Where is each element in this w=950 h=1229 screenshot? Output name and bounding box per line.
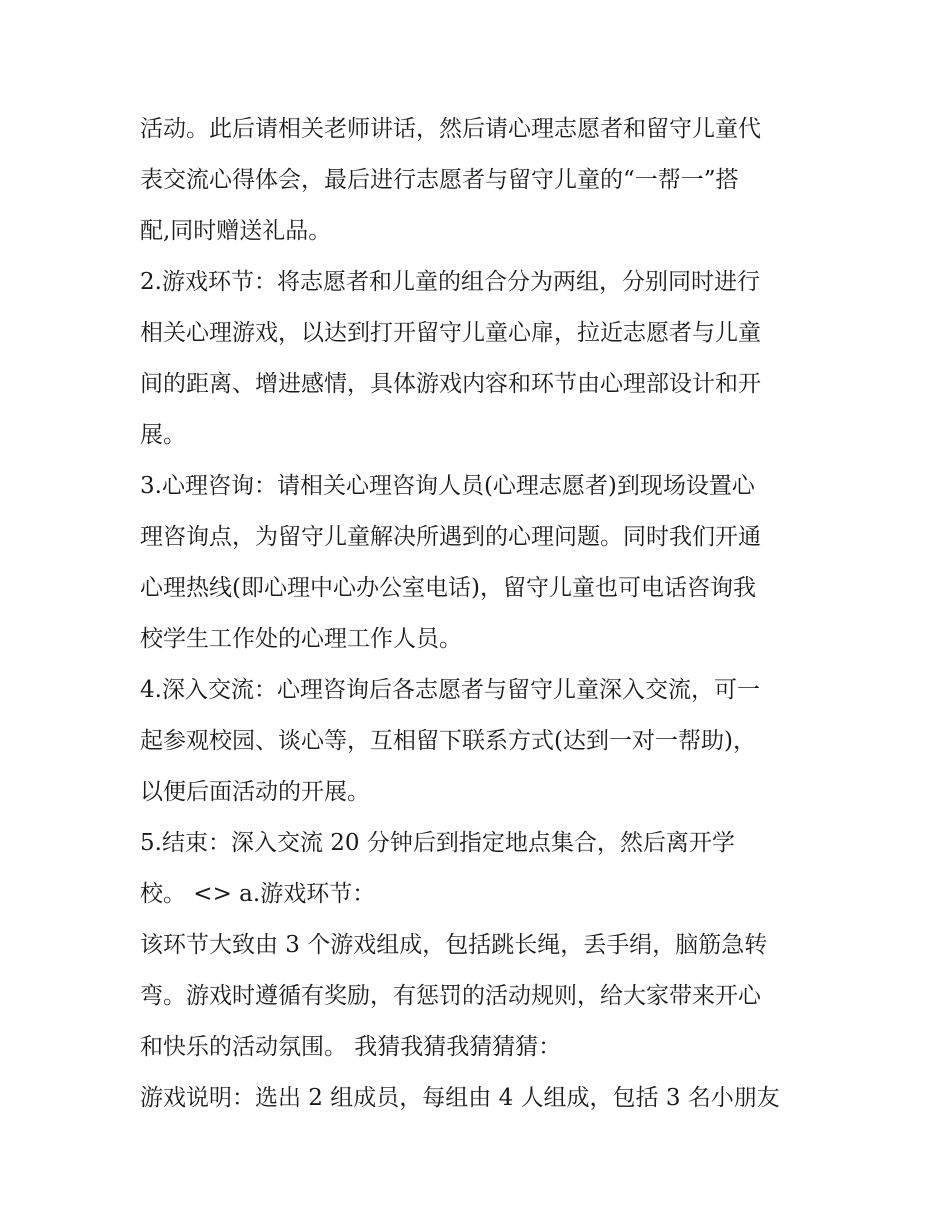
text-line: 起参观校园、谈心等，互相留下联系方式(达到一对一帮助)， [140,728,756,754]
text-line: 和快乐的活动氛围。 我猜我猜我猜猜猜： [140,1034,562,1060]
text-line: 游戏说明：选出 2 组成员，每组由 4 人组成，包括 3 名小朋友 [140,1085,780,1111]
text-line: 活动。此后请相关老师讲话，然后请心理志愿者和留守儿童代 [140,116,761,142]
text-line: 表交流心得体会，最后进行志愿者与留守儿童的“一帮一”搭 [140,167,739,193]
text-line: 2.游戏环节：将志愿者和儿童的组合分为两组，分别同时进行 [140,269,760,295]
body-text [140,104,830,1124]
text-line: 配,同时赠送礼品。 [140,218,332,244]
text-line: 心理热线(即心理中心办公室电话)，留守儿童也可电话咨询我 [140,575,756,601]
text-line: 理咨询点，为留守儿童解决所遇到的心理问题。同时我们开通 [140,524,761,550]
text-line: 相关心理游戏，以达到打开留守儿童心扉，拉近志愿者与儿童 [140,320,761,346]
text-line: 以便后面活动的开展。 [140,779,370,805]
text-line: 校。 <> a.游戏环节： [140,881,376,907]
text-line: 该环节大致由 3 个游戏组成，包括跳长绳，丢手绢，脑筋急转 [140,932,768,958]
text-line: 弯。游戏时遵循有奖励，有惩罚的活动规则，给大家带来开心 [140,983,761,1009]
text-line: 间的距离、增进感情，具体游戏内容和环节由心理部设计和开 [140,371,761,397]
text-line: 3.心理咨询：请相关心理咨询人员(心理志愿者)到现场设置心 [140,473,755,499]
text-line: 4.深入交流：心理咨询后各志愿者与留守儿童深入交流，可一 [140,677,760,703]
text-line: 校学生工作处的心理工作人员。 [140,626,462,652]
text-line: 展。 [140,422,186,448]
text-line: 5.结束：深入交流 20 分钟后到指定地点集合，然后离开学 [140,830,735,856]
